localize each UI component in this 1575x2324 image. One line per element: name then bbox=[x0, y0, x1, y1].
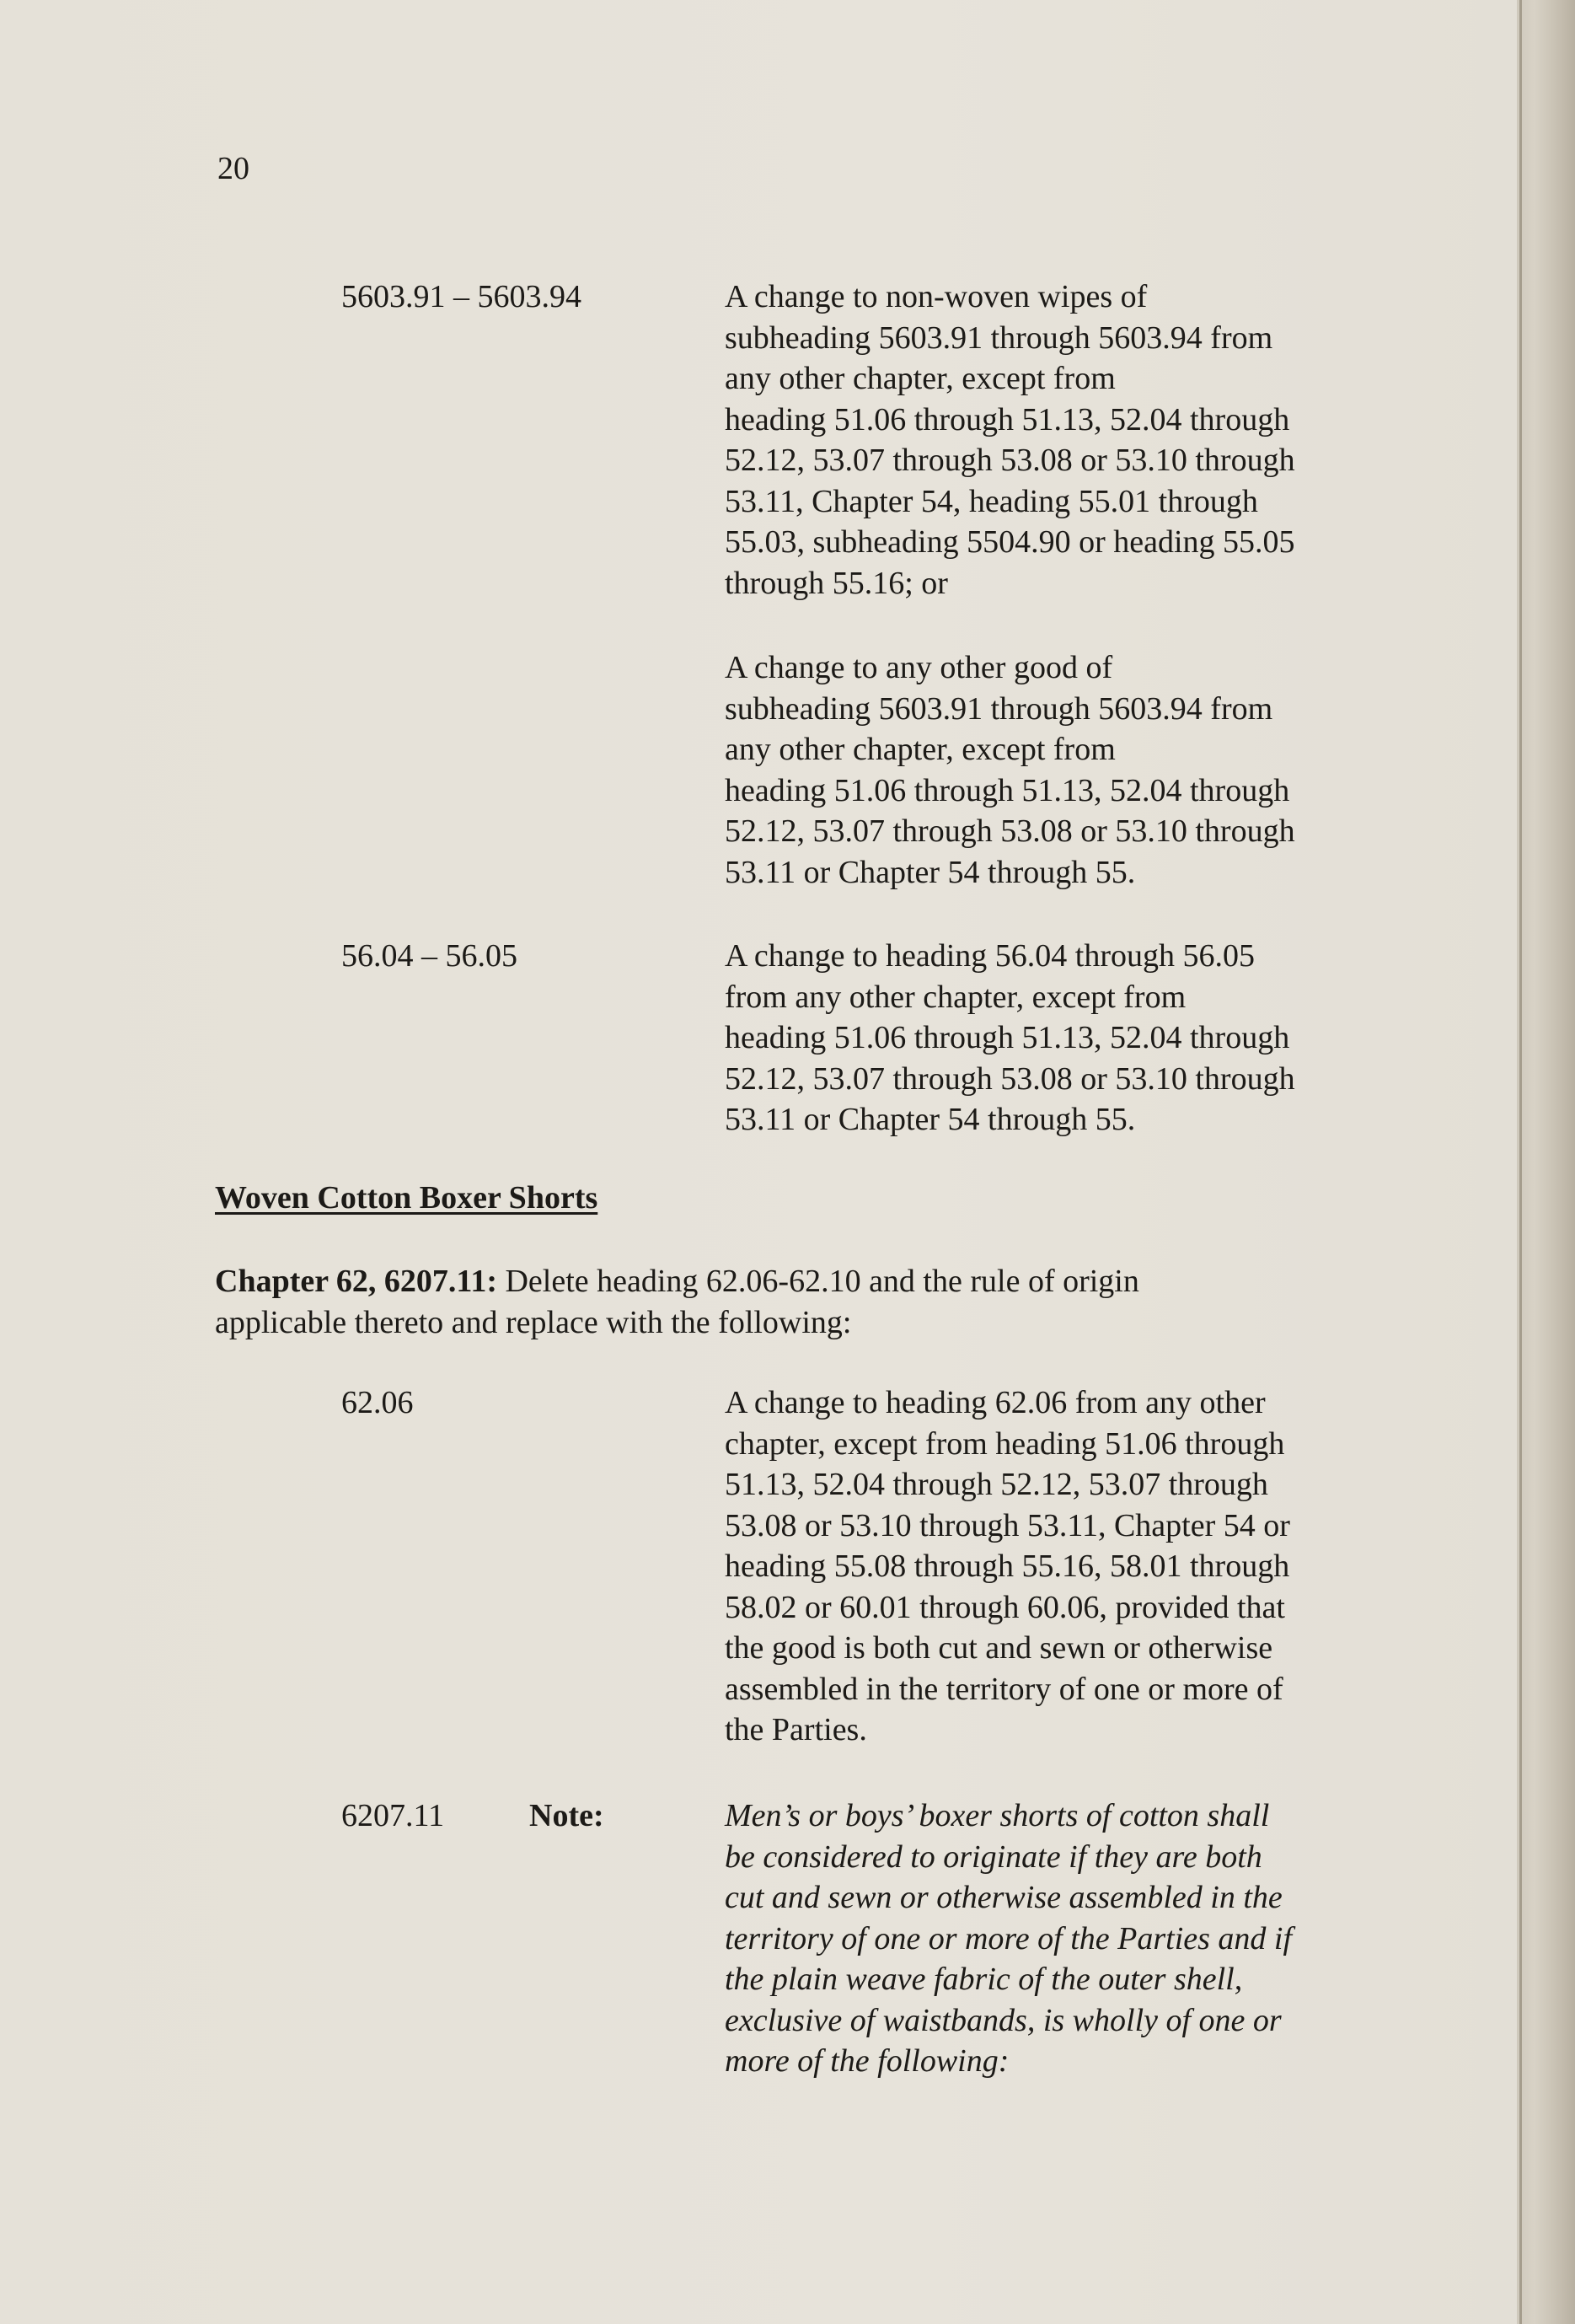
section-heading: Woven Cotton Boxer Shorts bbox=[215, 1180, 598, 1216]
note-text bbox=[725, 1795, 1390, 2082]
rule-line: 52.12, 53.07 through 53.08 or 53.10 through bbox=[725, 813, 1295, 849]
note-line: cut and sewn or otherwise assembled in the bbox=[725, 1880, 1283, 1915]
rule-line: 53.11, Chapter 54, heading 55.01 through bbox=[725, 483, 1258, 519]
rule-line: from any other chapter, except from bbox=[725, 979, 1187, 1015]
note-line: the plain weave fabric of the outer shell, bbox=[725, 1962, 1243, 1997]
rule-line: the good is both cut and sewn or otherwise bbox=[725, 1630, 1273, 1666]
rule-line: A change to non-woven wipes of bbox=[725, 279, 1148, 314]
rule-code: 56.04 – 56.05 bbox=[341, 938, 517, 974]
rule-line: heading 51.06 through 51.13, 52.04 through bbox=[725, 772, 1290, 808]
rule-line: 52.12, 53.07 through 53.08 or 53.10 through bbox=[725, 443, 1295, 478]
rule-line: A change to heading 56.04 through 56.05 bbox=[725, 938, 1256, 974]
rule-line: 55.03, subheading 5504.90 or heading 55.05 bbox=[725, 524, 1295, 560]
note-line: more of the following: bbox=[725, 2043, 1010, 2079]
intro-line-rest: Delete heading 62.06-62.10 and the rule of origin bbox=[496, 1264, 1139, 1299]
rule-line: heading 51.06 through 51.13, 52.04 through bbox=[725, 401, 1290, 437]
rule-description bbox=[725, 647, 1390, 893]
note-code: 6207.11 bbox=[341, 1798, 445, 1833]
rule-line: any other chapter, except from bbox=[725, 732, 1116, 767]
rule-line: heading 55.08 through 55.16, 58.01 through bbox=[725, 1548, 1290, 1584]
note-line: exclusive of waistbands, is wholly of one or bbox=[725, 2002, 1282, 2038]
note-label: Note: bbox=[529, 1798, 604, 1833]
rule-line: through 55.16; or bbox=[725, 565, 948, 601]
note-line: territory of one or more of the Parties and if bbox=[725, 1920, 1293, 1956]
rule-line: the Parties. bbox=[725, 1712, 867, 1747]
rule-description bbox=[725, 1382, 1390, 1751]
rule-description bbox=[725, 936, 1390, 1141]
rule-line: chapter, except from heading 51.06 through bbox=[725, 1425, 1285, 1462]
rule-line: subheading 5603.91 through 5603.94 from bbox=[725, 690, 1273, 727]
intro-line: applicable thereto and replace with the following: bbox=[215, 1304, 852, 1340]
rule-line: A change to heading 62.06 from any other bbox=[725, 1385, 1266, 1420]
note-line: be considered to originate if they are both bbox=[725, 1838, 1262, 1875]
rule-code: 5603.91 – 5603.94 bbox=[341, 279, 581, 314]
rule-line: subheading 5603.91 through 5603.94 from bbox=[725, 319, 1273, 356]
rule-line: heading 51.06 through 51.13, 52.04 through bbox=[725, 1020, 1290, 1055]
rule-description bbox=[725, 276, 1390, 604]
rule-line: 58.02 or 60.01 through 60.06, provided that bbox=[725, 1589, 1285, 1625]
book-page-edge bbox=[1517, 0, 1575, 2324]
book-gutter-line bbox=[1519, 0, 1522, 2324]
rule-line: A change to any other good of bbox=[725, 650, 1113, 685]
rule-line: 53.11 or Chapter 54 through 55. bbox=[725, 1102, 1136, 1137]
rule-line: 51.13, 52.04 through 52.12, 53.07 through bbox=[725, 1467, 1268, 1502]
rule-line: 53.08 or 53.10 through 53.11, Chapter 54 or bbox=[725, 1507, 1290, 1543]
intro-line bbox=[215, 1261, 1353, 1302]
page-number: 20 bbox=[217, 151, 249, 186]
intro-paragraph bbox=[215, 1261, 1353, 1343]
rule-code: 62.06 bbox=[341, 1385, 414, 1420]
note-line: Men’s or boys’ boxer shorts of cotton shall bbox=[725, 1798, 1270, 1833]
intro-bold-prefix: Chapter 62, 6207.11: bbox=[215, 1264, 497, 1299]
rule-line: 52.12, 53.07 through 53.08 or 53.10 through bbox=[725, 1060, 1295, 1097]
rule-line: any other chapter, except from bbox=[725, 361, 1116, 396]
rule-line: assembled in the territory of one or more of bbox=[725, 1671, 1283, 1707]
rule-line: 53.11 or Chapter 54 through 55. bbox=[725, 854, 1136, 890]
